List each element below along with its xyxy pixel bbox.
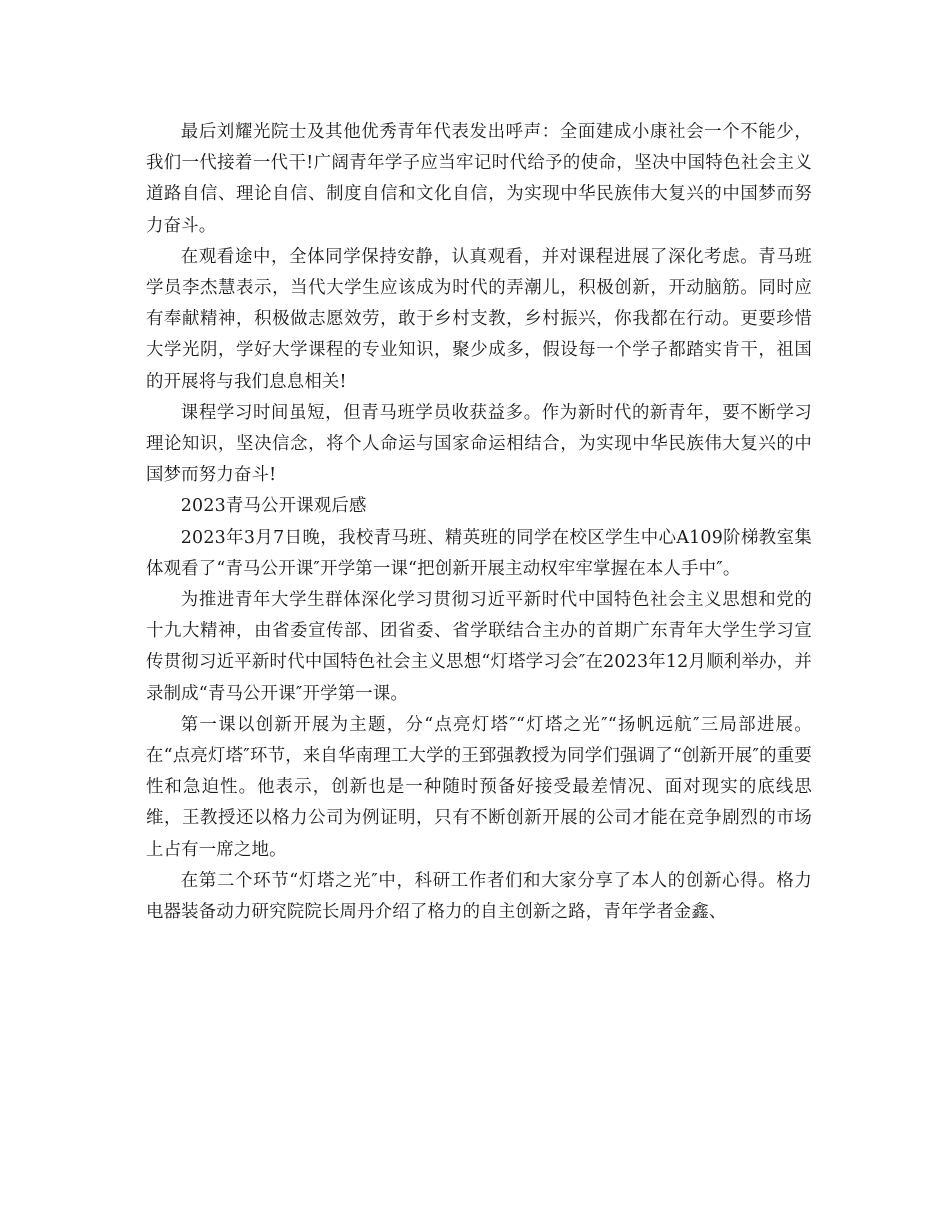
paragraph-second-segment: 在第二个环节“灯塔之光″中，科研工作者们和大家分享了本人的创新心得。格力电器装备动力研究院院长周丹介绍了格力的自主创新之路，青年学者金鑫、 — [146, 870, 812, 923]
paragraph-event-intro: 2023年3月7日晚，我校青马班、精英班的同学在校区学生中心A109阶梯教室集体观看了“青马公开课″开学第一课“把创新开展主动权牢牢掌握在本人手中″。 — [146, 527, 812, 579]
section-title: 2023青马公开课观后感 — [180, 496, 367, 517]
paragraph-call-to-action: 最后刘耀光院士及其他优秀青年代表发出呼声：全面建成小康社会一个不能少，我们一代接着一代干!广阔青年学子应当牢记时代给予的使命，坚决中国特色社会主义道路自信、理论自信、制度自信和文化自信，为实现中华民族伟大复兴的中国梦而努力奋斗。 — [146, 122, 812, 236]
paragraph-first-lesson: 第一课以创新开展为主题，分“点亮灯塔″“灯塔之光″“扬帆远航″三局部进展。在“点亮灯塔″环节，来自华南理工大学的王郅强教授为同学们强调了“创新开展″的重要性和急迫性。他表示，创新也是一种随时预备好接受最差情况、面对现实的底线思维，王教授还以格力公司为例证明，只有不断创新开展的公司才能在竞争剧烈的市场上占有一席之地。 — [146, 714, 812, 860]
paragraph-course-summary: 课程学习时间虽短，但青马班学员收获益多。作为新时代的新青年，要不断学习理论知识，坚决信念，将个人命运与国家命运相结合，为实现中华民族伟大复兴的中国梦而努力奋斗! — [146, 402, 812, 486]
document-page — [146, 117, 812, 928]
paragraph-background: 为推进青年大学生群体深化学习贯彻习近平新时代中国特色社会主义思想和党的十九大精神，由省委宣传部、团省委、省学联结合主办的首期广东青年大学生学习宣传贯彻习近平新时代中国特色社会主义思想“灯塔学习会″在2023年12月顺利举办，并录制成“青马公开课″开学第一课。 — [146, 590, 812, 704]
paragraph-student-reflection: 在观看途中，全体同学保持安静，认真观看，并对课程进展了深化考虑。青马班学员李杰慧表示，当代大学生应该成为时代的弄潮儿，积极创新，开动脑筋。同时应有奉献精神，积极做志愿效劳，敢于乡村支教，乡村振兴，你我都在行动。更要珍惜大学光阴，学好大学课程的专业知识，聚少成多，假设每一个学子都踏实肯干，祖国的开展将与我们息息相关! — [146, 246, 812, 392]
